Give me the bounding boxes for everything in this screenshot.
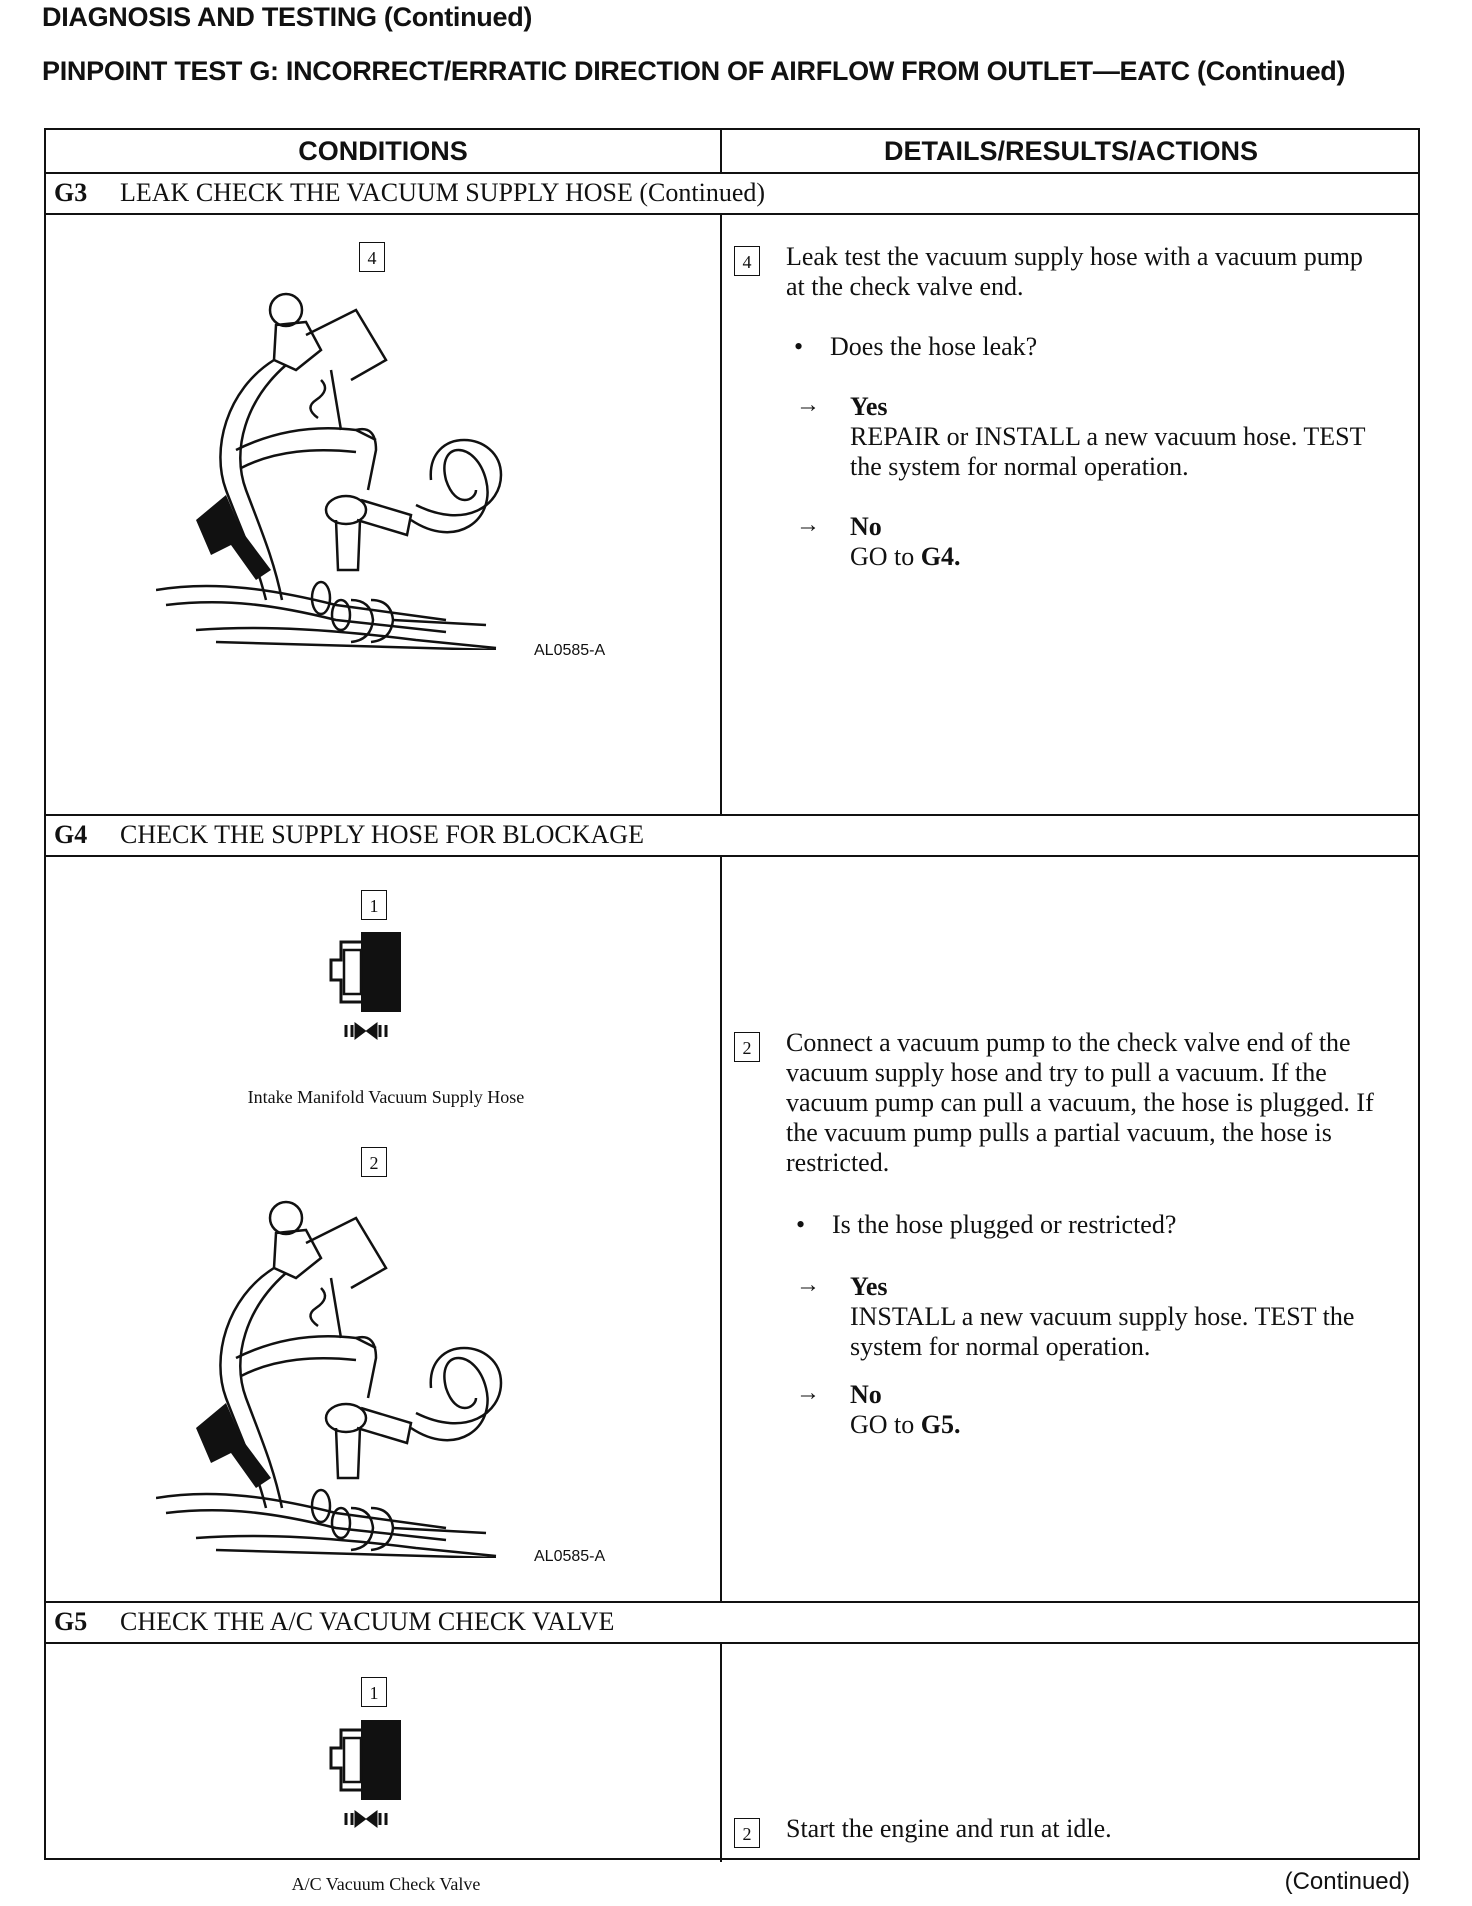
figure-id: AL0585-A bbox=[534, 1548, 606, 1565]
yes-arrow-icon: → bbox=[796, 1272, 820, 1298]
section-g3-header bbox=[54, 178, 765, 208]
continued-footer: (Continued) bbox=[1284, 1868, 1410, 1895]
figure-step-box: 2 bbox=[361, 1147, 387, 1177]
step-text: Start the engine and run at idle. bbox=[786, 1814, 1112, 1843]
figure-step-box: 1 bbox=[361, 1677, 387, 1707]
yes-result bbox=[850, 1272, 1390, 1362]
yes-label: Yes bbox=[850, 392, 888, 421]
figure-caption: Intake Manifold Vacuum Supply Hose bbox=[247, 1087, 525, 1107]
yes-action: INSTALL a new vacuum supply hose. TEST the system for normal operation. bbox=[850, 1302, 1355, 1361]
bullet: • bbox=[796, 1210, 806, 1239]
figure-step-box: 1 bbox=[361, 890, 387, 920]
no-label: No bbox=[850, 512, 882, 541]
step-number-box: 2 bbox=[734, 1032, 760, 1062]
page-title: DIAGNOSIS AND TESTING (Continued) bbox=[42, 2, 533, 32]
disconnect-connector-icon bbox=[316, 1718, 406, 1828]
section-id: G4 bbox=[54, 820, 88, 849]
figure-caption: A/C Vacuum Check Valve bbox=[291, 1874, 481, 1894]
section-title: LEAK CHECK THE VACUUM SUPPLY HOSE (Continued) bbox=[120, 178, 766, 207]
yes-label: Yes bbox=[850, 1272, 888, 1301]
column-header-conditions: CONDITIONS bbox=[298, 136, 468, 166]
vacuum-pump-illustration bbox=[156, 280, 606, 650]
step-number-box: 2 bbox=[734, 1818, 760, 1848]
step-text: Leak test the vacuum supply hose with a vacuum pump at the check valve end. bbox=[786, 242, 1363, 301]
yes-result bbox=[850, 392, 1390, 482]
yes-action: REPAIR or INSTALL a new vacuum hose. TEST the system for normal operation. bbox=[850, 422, 1365, 481]
column-header-details: DETAILS/RESULTS/ACTIONS bbox=[883, 136, 1258, 166]
test-title: PINPOINT TEST G: INCORRECT/ERRATIC DIRECTION OF AIRFLOW FROM OUTLET—EATC (Continued) bbox=[42, 56, 1346, 86]
no-action-prefix: GO to bbox=[850, 1410, 915, 1439]
no-action-prefix: GO to bbox=[850, 542, 915, 571]
no-label: No bbox=[850, 1380, 882, 1409]
no-arrow-icon: → bbox=[796, 512, 820, 538]
question-text: Is the hose plugged or restricted? bbox=[832, 1210, 1177, 1239]
vacuum-pump-illustration bbox=[156, 1188, 606, 1558]
section-title: CHECK THE SUPPLY HOSE FOR BLOCKAGE bbox=[120, 820, 644, 849]
figure-step-box: 4 bbox=[359, 242, 385, 272]
no-result bbox=[850, 1380, 1390, 1440]
pinpoint-table bbox=[44, 128, 1420, 1894]
section-g4-header bbox=[54, 820, 644, 850]
step-number-box: 4 bbox=[734, 246, 760, 276]
no-action-target: G4. bbox=[920, 542, 961, 571]
section-title: CHECK THE A/C VACUUM CHECK VALVE bbox=[120, 1607, 615, 1636]
yes-arrow-icon: → bbox=[796, 392, 820, 418]
no-arrow-icon: → bbox=[796, 1380, 820, 1406]
bullet: • bbox=[794, 332, 804, 361]
figure-id: AL0585-A bbox=[534, 642, 606, 659]
section-id: G3 bbox=[54, 178, 88, 207]
section-g5-header bbox=[54, 1607, 614, 1637]
disconnect-connector-icon bbox=[316, 930, 406, 1040]
question-text: Does the hose leak? bbox=[830, 332, 1038, 361]
no-result bbox=[850, 512, 1390, 572]
no-action-target: G5. bbox=[920, 1410, 961, 1439]
section-id: G5 bbox=[54, 1607, 88, 1636]
step-text: Connect a vacuum pump to the check valve end of the vacuum supply hose and try to pull a vacuum. If the vacuum pump can pull a vacuum, the hose is plugged. If the vacuum pump pulls a partial vacuum, the hose is restricted. bbox=[786, 1028, 1374, 1177]
